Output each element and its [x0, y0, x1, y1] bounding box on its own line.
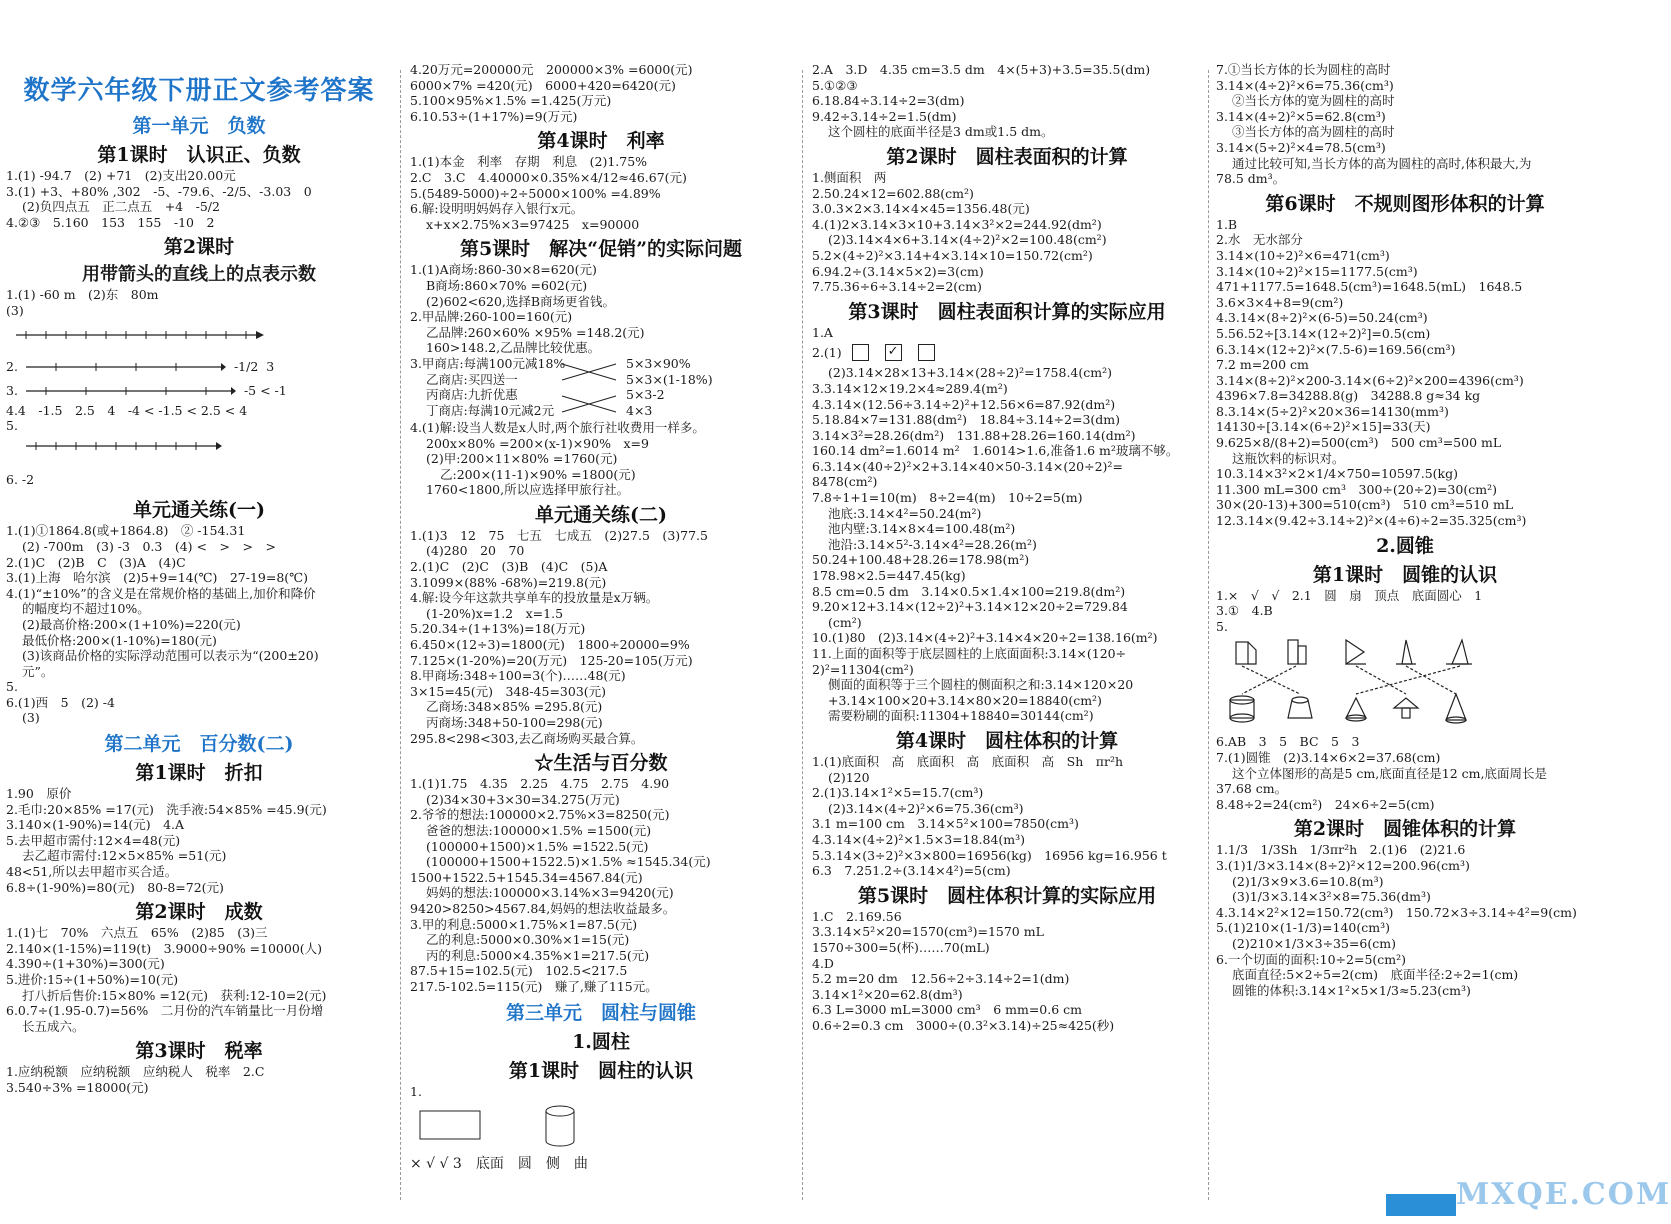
answer-line: 6.一个切面的面积:10÷2=5(cm²) [1216, 951, 1407, 967]
answer-line: 295.8<298<303,去乙商场购买最合算。 [410, 730, 644, 746]
answer-line: 6.3 L=3000 mL=3000 cm³ 6 mm=0.6 cm [812, 1002, 1083, 1018]
answer-line: 3. [6, 382, 18, 398]
empty-box [852, 344, 869, 361]
answer-line: x+x×2.75%×3=97425 x=90000 [426, 216, 640, 232]
answer-line: 6.18.84÷3.14÷2=3(dm) [812, 93, 965, 109]
answer-line: 11.300 mL=300 cm³ 300÷(20÷2)=30(cm²) [1216, 481, 1497, 497]
answer-line: 178.98×2.5=447.45(kg) [812, 568, 966, 584]
answer-line: 3.1099×(88% -68%)=219.8(元) [410, 574, 607, 590]
answer-line: 2.爷爷的想法:100000×2.75%×3=8250(元) [410, 807, 670, 823]
answer-line: 6. -2 [6, 471, 35, 487]
answer-line: 4.(1)2×3.14×3×10+3.14×3²×2=244.92(dm²) [812, 216, 1102, 232]
number-line-figure [6, 321, 266, 347]
column-divider [400, 70, 401, 1200]
answer-line: 4.3.14×(8÷2)²×(6-5)=50.24(cm³) [1216, 310, 1428, 326]
answer-line: 3.3.14×12×19.2×4≈289.4(m²) [812, 380, 1008, 396]
answer-line: 打八折后售价:15×80% =12(元) 获利:12-10=2(元) [22, 987, 327, 1003]
answer-line: 4.②③ 5.160 153 155 -10 2 [6, 214, 215, 230]
answer-line: 3.1 m=100 cm 3.14×5²×100=7850(cm³) [812, 816, 1079, 832]
number-label: -5 < -1 [243, 382, 287, 398]
answer-line: (2)最高价格:200×(1+10%)=220(元) [22, 616, 241, 632]
column-2 [410, 62, 792, 1212]
answer-line: 3.14×(10÷2)²×6=471(cm³) [1216, 247, 1390, 263]
answer-line: ②当长方体的宽为圆柱的高时 [1232, 93, 1395, 109]
lesson-heading: 第2课时 [163, 236, 235, 259]
answer-line: (2)210×1/3×3÷35=6(cm) [1232, 935, 1396, 951]
unit-test-heading: 单元通关练(二) [535, 503, 667, 526]
column-divider [1208, 70, 1209, 1200]
answer-line: × √ √ 3 底面 圆 侧 曲 [410, 1156, 588, 1173]
answer-line: 这个立体图形的高是5 cm,底面直径是12 cm,底面周长是 [1232, 765, 1547, 781]
answer-block [812, 754, 1202, 879]
answer-line: 3.① 4.B [1216, 603, 1273, 619]
answer-line: 1.C 2.169.56 [812, 908, 902, 924]
number-label: -1/2 [233, 358, 259, 374]
number-line-figure [26, 355, 226, 379]
answer-line: 1.(1) -60 m (2)东 80m [6, 287, 159, 303]
answer-block [1216, 734, 1594, 812]
answer-line: 6.0.7÷(1.95-0.7)=56% 二月份的汽车销量比一月份增 [6, 1003, 324, 1019]
answer-line: 5.3.14×(3÷2)²×3×800=16956(kg) 16956 kg=16.956 t [812, 847, 1167, 863]
answer-line: 5.①②③ [812, 77, 858, 93]
answer-line: (2)3.14×4×6+3.14×(4÷2)²×2=100.48(cm²) [828, 232, 1107, 248]
answer-line: 4.3.14×2²×12=150.72(cm³) 150.72×3÷3.14÷4²=9(cm) [1216, 904, 1577, 920]
answer-line: 6.(1)西 5 (2) -4 [6, 694, 115, 710]
answer-line: 4.3.14×(4÷2)²×1.5×3=18.84(m³) [812, 831, 1026, 847]
answer-line: 9.20×12+3.14×(12÷2)²+3.14×12×20÷2=729.84 [812, 599, 1128, 615]
answer-line: 乙商场:348×85% =295.8(元) [426, 699, 603, 715]
answer-block [6, 786, 392, 895]
empty-box [918, 344, 935, 361]
lesson-heading: 第1课时 认识正、负数 [97, 144, 301, 166]
match-option: 5×3×90% [626, 355, 691, 371]
lesson-heading: 第3课时 圆柱表面积计算的实际应用 [848, 300, 1166, 323]
answer-line: 9.625×8/(8+2)=500(cm³) 500 cm³=500 mL [1216, 435, 1502, 451]
answer-line: 6.3.14×(40÷2)²×2+3.14×40×50-3.14×(20÷2)²= [812, 458, 1123, 474]
answer-line: (2)34×30+3×30=34.275(万元) [426, 791, 620, 807]
number-line-figure [6, 436, 226, 464]
lesson-heading: 第2课时 圆柱表面积的计算 [886, 145, 1128, 168]
answer-line: 妈妈的想法:100000×3.14%×3=9420(元) [426, 885, 674, 901]
lesson-heading: 第2课时 圆锥体积的计算 [1293, 818, 1517, 841]
answer-line: 7.(1)圆锥 (2)3.14×6×2=37.68(cm) [1216, 750, 1441, 765]
answer-line: 3.3.14×5²×20=1570(cm³)=1570 mL [812, 924, 1044, 940]
answer-line: (3)1/3×3.14×3²×8=75.36(dm³) [1232, 889, 1431, 905]
answer-line: 8.3.14×(5÷2)²×20×36=14130(mm³) [1216, 403, 1449, 419]
answer-line: 5.56.52÷[3.14×(12÷2)²]=0.5(cm) [1216, 325, 1431, 341]
answer-line: 5.20.34÷(1+13%)=18(万元) [410, 621, 586, 637]
answer-line: 需要粉刷的面积:11304+18840=30144(cm²) [828, 708, 1094, 724]
answer-line: 37.68 cm。 [1216, 781, 1288, 797]
answer-line: (2)甲:200×11×80% =1760(元) [426, 451, 618, 467]
column-3 [812, 62, 1202, 1212]
answer-line: (1-20%)x=1.2 x=1.5 [426, 605, 564, 621]
answer-line: 9420>8250>4567.84,妈妈的想法收益最多。 [410, 900, 676, 916]
answer-line: B商场:860×70% =602(元) [426, 277, 588, 293]
lesson-heading: 第6课时 不规则图形体积的计算 [1265, 192, 1545, 215]
answer-line: 2.50.24×12=602.88(cm²) [812, 185, 974, 201]
answer-line: 6.解:设明明妈妈存入银行x元。 [410, 201, 584, 217]
answer-line: (2) -700m (3) -3 0.3 (4) < > > > [22, 538, 276, 554]
answer-line: 底面直径:5×2÷5=2(cm) 底面半径:2÷2=1(cm) [1232, 967, 1519, 983]
answer-block [812, 62, 1202, 140]
logo-band [1386, 1194, 1456, 1216]
answer-line: 3.14×(5÷2)²×4=78.5(cm³) [1216, 139, 1386, 155]
answer-line: (2)3.14×28×13+3.14×(28÷2)²=1758.4(cm²) [828, 365, 1113, 381]
answer-line: 6.3 7.251.2÷(3.14×4²)=5(cm) [812, 863, 1011, 879]
answer-line: 5.去甲超市需付:12×4=48(元) [6, 832, 181, 848]
answer-line: 4.(1)“±10%”的含义是在常规价格的基础上,加价和降价 [6, 585, 316, 601]
section-heading: 2.圆锥 [1376, 534, 1434, 557]
number-line-figure [26, 379, 236, 403]
answer-line: (2)602<620,选择B商场更省钱。 [426, 293, 616, 309]
answer-line: 3.(1)上海 哈尔滨 (2)5+9=14(℃) 27-19=8(℃) [6, 570, 309, 586]
answer-line: 3.14×(4÷2)²×5=62.8(cm³) [1216, 108, 1386, 124]
answer-line: 丙商店:九折优惠 [426, 387, 518, 403]
answer-line: 3.(1)1/3×3.14×(8÷2)²×12=200.96(cm³) [1216, 857, 1470, 873]
answer-line: 3×15=45(元) 348-45=303(元) [410, 683, 607, 699]
answer-line: 7.①当长方体的长为圆柱的高时 [1216, 62, 1391, 77]
lesson-heading: 第4课时 圆柱体积的计算 [895, 729, 1119, 752]
answer-line: 乙品牌:260×60% ×95% =148.2(元) [426, 324, 645, 340]
watermark-text: MXQE.COM [1456, 1177, 1671, 1212]
answer-line: 2.140×(1-15%)=119(t) 3.9000÷90% =10000(人) [6, 940, 323, 956]
answer-line: 8.甲商场:348÷100=3(个)……48(元) [410, 668, 626, 684]
answer-line: 5.(5489-5000)÷2÷5000×100% =4.89% [410, 185, 661, 201]
answer-line: 这瓶饮料的标识对。 [1232, 450, 1345, 466]
unit-heading: 第二单元 百分数(二) [104, 733, 294, 756]
answer-line: 1.(1)A商场:860-30×8=620(元) [410, 262, 597, 278]
answer-line: 217.5-102.5=115(元) 赚了,赚了115元。 [410, 978, 658, 994]
answer-line: 4.4 -1.5 2.5 4 -4 < -1.5 < 2.5 < 4 [6, 402, 248, 418]
answer-line: 1.90 原价 [6, 786, 72, 802]
answer-line: 侧面的面积等于三个圆柱的侧面积之和:3.14×120×20 [828, 677, 1134, 693]
answer-line: (3)该商品价格的实际浮动范围可以表示为“(200±20) [22, 648, 319, 664]
answer-line: 471+1177.5=1648.5(cm³)=1648.5(mL) 1648.5 [1216, 279, 1523, 295]
answer-line: 5.2 m=20 dm 12.56÷2÷3.14÷2=1(dm) [812, 971, 1070, 987]
lesson-heading: 第5课时 圆柱体积计算的实际应用 [857, 884, 1157, 907]
answer-line: 78.5 dm³。 [1216, 171, 1286, 187]
answer-line: 乙的利息:5000×0.30%×1=15(元) [426, 932, 630, 948]
answer-line: 1.应纳税额 应纳税额 应纳税人 税率 2.C [6, 1064, 265, 1080]
lesson-heading: 第4课时 利率 [537, 130, 665, 153]
answer-line: 5.进价:15÷(1+50%)=10(元) [6, 972, 179, 987]
lesson-heading: 第2课时 成数 [135, 901, 263, 924]
answer-line: 2.(1)3.14×1²×5=15.7(cm³) [812, 785, 984, 801]
answer-line: 7.125×(1-20%)=20(万元) 125-20=105(万元) [410, 652, 693, 668]
answer-line: 4.(1)解:设当人数是x人时,两个旅行社收费用一样多。 [410, 419, 705, 435]
answer-block [1216, 62, 1594, 187]
answer-line: 圆锥的体积:3.14×1²×5×1/3≈5.23(cm³) [1232, 982, 1471, 998]
answer-line: 2)²=11304(cm²) [812, 661, 914, 677]
answer-line: 池底:3.14×4²=50.24(m²) [828, 505, 982, 521]
answer-line: 6000×7% =420(元) 6000+420=6420(元) [410, 77, 676, 93]
answer-line: (3) [22, 710, 40, 726]
answer-line: 1570÷300=5(杯)……70(mL) [812, 939, 990, 955]
answer-line: 3.540÷3% =18000(元) [6, 1079, 149, 1095]
answer-line: 2.C 3.C 4.40000×0.35%×4/12≈46.67(元) [410, 169, 687, 185]
answer-line: 1.(1)底面积 高 底面积 高 底面积 高 Sh πr²h [812, 753, 1123, 769]
answer-line: 1760<1800,所以应选择甲旅行社。 [426, 482, 630, 498]
answer-line: 2.A 3.D 4.35 cm=3.5 dm 4×(5+3)+3.5=35.5(dm) [812, 62, 1151, 77]
answer-line: 6.AB 3 5 BC 5 3 [1216, 734, 1360, 750]
answer-line: 2.(1)C (2)C (3)B (4)C (5)A [410, 559, 608, 575]
answer-line: 元”。 [22, 663, 54, 679]
answer-line: 160.14 dm²=1.6014 m² 1.6014>1.6,准备1.6 m²玻璃不够。 [812, 443, 1179, 459]
answer-line: 3.140×(1-90%)=14(元) 4.A [6, 817, 185, 833]
answer-line: 的幅度均不超过10%。 [22, 601, 150, 617]
answer-line: 3.14×3²=28.26(dm²) 131.88+28.26=160.14(dm²) [812, 427, 1136, 443]
answer-line: 160>148.2,乙品牌比较优惠。 [426, 340, 601, 356]
answer-line: 7.2 m=200 cm [1216, 357, 1309, 373]
answer-line: 爸爸的想法:100000×1.5% =1500(元) [426, 822, 652, 838]
answer-line: 10.(1)80 (2)3.14×(4÷2)²+3.14×4×20÷2=138.16(m²) [812, 630, 1158, 646]
answer-line: 5. [6, 679, 18, 695]
lesson-heading: 第3课时 税率 [135, 1040, 263, 1063]
answer-line: 5. [1216, 618, 1228, 634]
answer-line: (cm²) [828, 614, 862, 630]
answer-line: (4)280 20 70 [426, 543, 525, 559]
column-divider [802, 70, 803, 1200]
answer-line: 3.甲商店:每满100元减18% [410, 355, 566, 371]
answer-line: 1. [410, 1083, 422, 1099]
answer-line: (100000+1500)×1.5% =1522.5(元) [426, 838, 649, 854]
answer-line: 6.8÷(1-90%)=80(元) 80-8=72(元) [6, 879, 224, 895]
answer-line: 3.14×(4÷2)²×6=75.36(cm³) [1216, 77, 1394, 93]
answer-line: 池沿:3.14×5²-3.14×4²=28.26(m²) [828, 536, 1037, 552]
answer-line: 乙商店:买四送一 [426, 371, 518, 387]
lesson-heading: 第5课时 解决“促销”的实际问题 [459, 238, 743, 261]
answer-block [812, 170, 1202, 295]
answer-line: 3.14×(8÷2)²×200-3.14×(6÷2)²×200=4396(cm³) [1216, 372, 1524, 388]
answer-line: 8.5 cm=0.5 dm 3.14×0.5×1.4×100=219.8(dm²) [812, 583, 1126, 599]
match-option: 5×3-2 [626, 387, 665, 403]
answer-line: 4.390÷(1+30%)=300(元) [6, 956, 165, 972]
watermark-logo [1386, 1164, 1671, 1216]
answer-line: 3.14×1²×20=62.8(dm³) [812, 986, 963, 1002]
answer-line: 10.3.14×3²×2×1/4×750=10597.5(kg) [1216, 466, 1458, 482]
unit-heading: 第三单元 圆柱与圆锥 [505, 1001, 696, 1024]
answer-line: 2.水 无水部分 [1216, 232, 1303, 248]
page-title: 数学六年级下册正文参考答案 [23, 76, 375, 106]
answer-line: 5.100×95%×1.5% =1.425(万元) [410, 93, 612, 109]
answer-line: 4.D [812, 955, 834, 971]
answer-line: (2)3.14×(4÷2)²×6=75.36(cm³) [828, 800, 1024, 816]
answer-line: 2.(1)C (2)B C (3)A (4)C [6, 554, 186, 570]
match-lines [560, 356, 620, 420]
answer-line: 50.24+100.48+28.26=178.98(m²) [812, 552, 1030, 568]
answer-line: (2)负四点五 正二点五 +4 -5/2 [22, 199, 220, 215]
answer-line: 丁商店:每满10元减2元 [426, 402, 555, 418]
answer-line: (100000+1500+1522.5)×1.5% ≈1545.34(元) [426, 854, 711, 870]
answer-line: (2)1/3×9×3.6=10.8(m³) [1232, 873, 1384, 889]
lesson-heading: 第1课时 折扣 [135, 762, 263, 785]
answer-line: 3.甲的利息:5000×1.75%×1=87.5(元) [410, 916, 638, 932]
match-option: 4×3 [626, 402, 653, 418]
answer-line: 1.1/3 1/3Sh 1/3πr²h 2.(1)6 (2)21.6 [1216, 842, 1466, 858]
answer-line: 2.毛巾:20×85% =17(元) 洗手液:54×85% =45.9(元) [6, 801, 327, 817]
lesson-heading: 第1课时 圆柱的认识 [508, 1059, 694, 1082]
answer-line: (3) [6, 302, 24, 318]
answer-line: 1.(1)七 70% 六点五 65% (2)85 (3)三 [6, 925, 268, 941]
lesson-heading: ☆生活与百分数 [534, 752, 668, 775]
answer-line: 5.18.84×7=131.88(dm²) 18.84÷3.14÷2=3(dm) [812, 412, 1121, 428]
answer-line: 3.(1) +3、+80% ,302 -5、-79.6、-2/5、-3.03 0 [6, 183, 312, 199]
answer-line: 200x×80% =200×(x-1)×90% x=9 [426, 435, 649, 451]
answer-line: 1.(1) -94.7 (2) +71 (2)支出20.00元 [6, 168, 236, 183]
answer-block [410, 154, 792, 232]
answer-block [1216, 217, 1594, 529]
answer-line: 1500+1522.5+1545.34=4567.84(元) [410, 869, 643, 885]
answer-line: 通过比较可知,当长方体的高为圆柱的高时,体积最大,为 [1232, 155, 1532, 171]
answer-line: 6.10.53÷(1+17%)=9(万元) [410, 108, 578, 124]
answer-line: 1.侧面积 两 [812, 169, 887, 185]
answer-block [812, 365, 1202, 724]
answer-block [6, 1064, 392, 1095]
number-label: 3 [266, 358, 275, 374]
answer-line: 1.(1)本金 利率 存期 利息 (2)1.75% [410, 154, 648, 170]
answer-line: 6.94.2÷(3.14×5×2)=3(cm) [812, 263, 984, 279]
answer-block [6, 168, 392, 230]
answer-line: 丙的利息:5000×4.35%×1=217.5(元) [426, 947, 650, 963]
lesson-heading: 第1课时 圆锥的认识 [1312, 563, 1498, 586]
answer-line: 14130÷[3.14×(6÷2)²×15]=33(天) [1216, 419, 1431, 435]
answer-line: 这个圆柱的底面半径是3 dm或1.5 dm。 [828, 124, 1054, 140]
answer-line: 11.上面的面积等于底层圆柱的上底面面积:3.14×(120÷ [812, 646, 1127, 661]
answer-line: 3.6×3×4+8=9(cm²) [1216, 294, 1344, 310]
answer-line: 8478(cm²) [812, 474, 878, 490]
answer-line: 丙商场:348+50-100=298(元) [426, 715, 603, 730]
answer-line: 1.(1)3 12 75 七五 七成五 (2)27.5 (3)77.5 [410, 527, 708, 543]
answer-line: 48<51,所以去甲超市买合适。 [6, 864, 178, 880]
answer-line: 池内壁:3.14×8×4=100.48(m²) [828, 521, 1016, 537]
matching-figure [410, 356, 792, 420]
cylinder-figure [410, 1101, 630, 1149]
column-1 [6, 62, 392, 1212]
answer-label: 2.(1) [812, 345, 842, 361]
lesson-subheading: 用带箭头的直线上的点表示数 [82, 264, 316, 286]
column-4 [1216, 62, 1594, 1212]
answer-block [812, 909, 1202, 1034]
answer-line: 1.(1)1.75 4.35 2.25 4.75 2.75 4.90 [410, 776, 670, 792]
answer-block [1216, 842, 1594, 998]
answer-line: 1.B [1216, 216, 1238, 232]
answer-block [410, 528, 792, 746]
answer-line: 5.2×(4÷2)²×3.14+4×3.14×10=150.72(cm²) [812, 247, 1093, 263]
answer-line: 2.甲品牌:260-100=160(元) [410, 309, 573, 325]
answer-line: 30×(20-13)+300=510(cm³) 510 cm³=510 mL [1216, 497, 1514, 513]
answer-line: 6.450×(12÷3)=1800(元) 1800÷20000=9% [410, 637, 690, 653]
checked-box: ✓ [885, 344, 902, 361]
answer-line: 1.(1)①1864.8(或+1864.8) ② -154.31 [6, 523, 246, 539]
answer-line: 7.8÷1+1=10(m) 8÷2=4(m) 10÷2=5(m) [812, 490, 1083, 506]
answer-line: 3.14×(10÷2)²×15=1177.5(cm³) [1216, 263, 1418, 279]
answer-line: 4.3.14×(12.56÷3.14÷2)²+12.56×6=87.92(dm²) [812, 396, 1116, 412]
answer-line: 5. [6, 418, 18, 434]
answer-line: 7.75.36÷6÷3.14÷2=2(cm) [812, 279, 982, 295]
answer-line: 乙:200×(11-1)×90% =1800(元) [440, 466, 636, 482]
section-heading: 1.圆柱 [572, 1030, 630, 1053]
answer-line: +3.14×100×20+3.14×80×20=18840(cm²) [828, 692, 1102, 708]
answer-line: 4.20万元=200000元 200000×3% =6000(元) [410, 62, 693, 77]
answer-line: 0.6÷2=0.3 cm 3000÷(0.3²×3.14)÷25≈425(秒) [812, 1017, 1115, 1033]
answer-line: 1.× √ √ 2.1 圆 扇 顶点 底面圆心 1 [1216, 587, 1483, 603]
answer-line: 长五成六。 [22, 1018, 85, 1034]
unit-heading: 第一单元 负数 [132, 115, 266, 137]
answer-line: 5.(1)210×(1-1/3)=140(cm³) [1216, 920, 1390, 936]
answer-line: 6.3.14×(12÷2)²×(7.5-6)=169.56(cm³) [1216, 341, 1456, 357]
answer-line: 去乙超市需付:12×5×85% =51(元) [22, 848, 227, 864]
answer-line: 最低价格:200×(1-10%)=180(元) [22, 632, 217, 648]
answer-line: 9.42÷3.14÷2=1.5(dm) [812, 108, 957, 124]
answer-line: 2. [6, 358, 18, 374]
answer-line: 1.A [812, 324, 833, 340]
match-option: 5×3×(1-18%) [626, 371, 713, 387]
answer-line: 3.0.3×2×3.14×4×45=1356.48(元) [812, 201, 1030, 217]
answer-line: 8.48÷2=24(cm²) 24×6÷2=5(cm) [1216, 796, 1435, 812]
answer-block [6, 925, 392, 1034]
answer-block [6, 523, 392, 726]
answer-block [410, 62, 792, 124]
answer-line: 4396×7.8=34288.8(g) 34288.8 g≈34 kg [1216, 388, 1481, 404]
answer-line: 4.解:设今年这款共享单车的投放量是x万辆。 [410, 590, 659, 606]
answer-line: (2)120 [828, 769, 870, 785]
checkbox-answer-row [812, 344, 1202, 361]
answer-line: 12.3.14×(9.42÷3.14÷2)²×(4÷6)÷2=35.325(cm³) [1216, 513, 1527, 529]
unit-test-heading: 单元通关练(一) [133, 499, 265, 522]
answer-line: ③当长方体的高为圆柱的高时 [1232, 124, 1395, 140]
answer-block [410, 776, 792, 994]
cone-matching-figure [1216, 636, 1546, 726]
answer-line: 87.5+15=102.5(元) 102.5<217.5 [410, 963, 628, 979]
